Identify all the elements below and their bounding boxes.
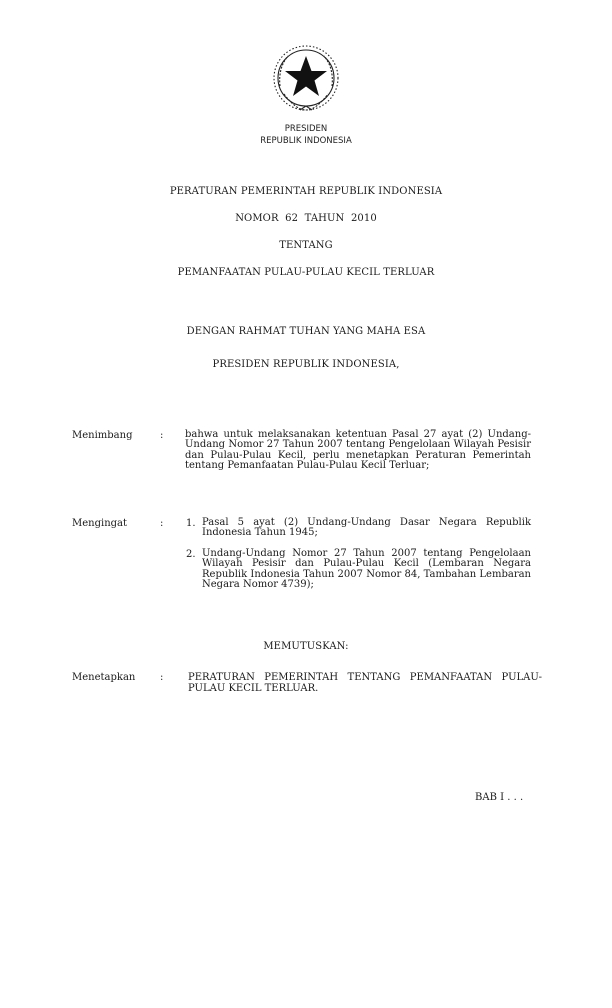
invocation: DENGAN RAHMAT TUHAN YANG MAHA ESA bbox=[186, 326, 426, 337]
mengingat-label: Mengingat bbox=[72, 518, 128, 529]
next-page-reference: BAB I . . . bbox=[475, 792, 524, 803]
emblem-caption-republik: REPUBLIK INDONESIA bbox=[260, 136, 352, 146]
presidential-emblem-icon bbox=[266, 40, 346, 120]
menimbang-label: Menimbang bbox=[72, 430, 133, 441]
mengingat-item-2-number: 2. bbox=[186, 549, 196, 560]
regulation-title: PERATURAN PEMERINTAH REPUBLIK INDONESIA bbox=[169, 186, 443, 197]
mengingat-item-2-text: Undang-Undang Nomor 27 Tahun 2007 tentang Pengelolaan Wilayah Pesisir dan Pulau-Pulau Kecil (Lembaran Negara Republik Indonesia Tahun 2007 Nomor 84, Tambahan Lembaran Negara Nomor 4739); bbox=[202, 548, 531, 591]
issuer: PRESIDEN REPUBLIK INDONESIA, bbox=[212, 359, 400, 370]
menetapkan-label: Menetapkan bbox=[72, 672, 136, 683]
menetapkan-colon: : bbox=[160, 672, 164, 683]
menimbang-colon: : bbox=[160, 430, 164, 441]
regulation-about: TENTANG bbox=[279, 240, 333, 251]
mengingat-item-1-number: 1. bbox=[186, 518, 196, 529]
regulation-subject: PEMANFAATAN PULAU-PULAU KECIL TERLUAR bbox=[177, 267, 435, 278]
menetapkan-text: PERATURAN PEMERINTAH TENTANG PEMANFAATAN PULAU-PULAU KECIL TERLUAR. bbox=[188, 672, 542, 694]
regulation-number: NOMOR 62 TAHUN 2010 bbox=[235, 213, 377, 224]
menimbang-text: bahwa untuk melaksanakan ketentuan Pasal 27 ayat (2) Undang-Undang Nomor 27 Tahun 2007 tentang Pengelolaan Wilayah Pesisir dan Pulau-Pulau Kecil, perlu menetapkan Peraturan Pemerintah tentang Pemanfaatan Pulau-Pulau Kecil Terluar; bbox=[185, 429, 531, 472]
emblem-caption-presiden: PRESIDEN bbox=[284, 124, 328, 134]
decision-heading: MEMUTUSKAN: bbox=[263, 641, 349, 652]
mengingat-item-1-text: Pasal 5 ayat (2) Undang-Undang Dasar Negara Republik Indonesia Tahun 1945; bbox=[202, 517, 531, 539]
mengingat-colon: : bbox=[160, 518, 164, 529]
